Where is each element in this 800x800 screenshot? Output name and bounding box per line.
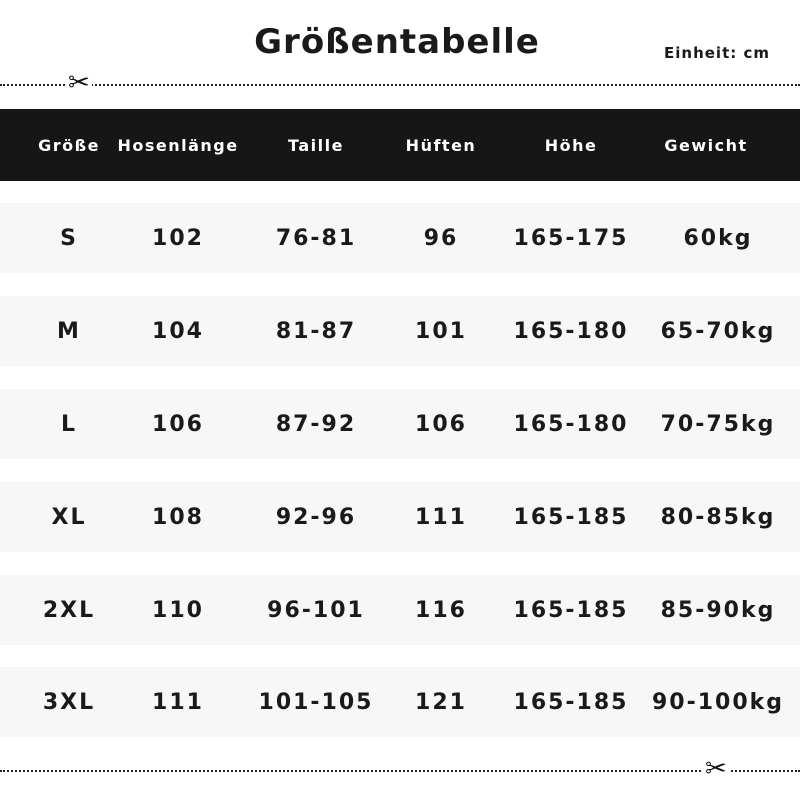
table-row: [0, 482, 800, 552]
table-header: [0, 109, 800, 181]
cell-length: 102: [152, 225, 204, 251]
cell-waist: 76-81: [275, 225, 357, 251]
cell-height: 165-180: [513, 318, 629, 344]
cell-waist: 96-101: [267, 597, 365, 623]
table-row: [0, 575, 800, 645]
cell-hips: 101: [415, 318, 467, 344]
cell-height: 165-175: [513, 225, 629, 251]
cell-height: 165-180: [513, 411, 629, 437]
unit-label: Einheit: cm: [664, 44, 770, 62]
cell-hips: 106: [415, 411, 467, 437]
header-weight: Gewicht: [664, 135, 748, 155]
cell-length: 106: [152, 411, 204, 437]
cell-weight: 80-85kg: [660, 504, 776, 530]
cell-length: 111: [152, 689, 204, 715]
scissors-icon: ✂: [68, 68, 90, 98]
cell-length: 110: [152, 597, 204, 623]
cell-waist: 92-96: [275, 504, 357, 530]
cell-waist: 87-92: [275, 411, 357, 437]
cell-waist: 81-87: [275, 318, 357, 344]
cell-size: 3XL: [42, 689, 96, 715]
table-row: [0, 203, 800, 273]
scissors-icon: ✂: [705, 754, 727, 784]
bottom-cut-line: [0, 770, 800, 772]
cell-weight: 90-100kg: [651, 689, 785, 715]
top-cut-line: [0, 84, 800, 86]
cell-length: 108: [152, 504, 204, 530]
table-row: [0, 389, 800, 459]
cell-hips: 96: [423, 225, 459, 251]
cell-length: 104: [152, 318, 204, 344]
cell-weight: 65-70kg: [660, 318, 776, 344]
cell-size: 2XL: [42, 597, 96, 623]
cell-size: L: [60, 411, 78, 437]
table-row: [0, 667, 800, 737]
cell-size: XL: [51, 504, 87, 530]
cell-height: 165-185: [513, 504, 629, 530]
cell-height: 165-185: [513, 597, 629, 623]
cell-weight: 70-75kg: [660, 411, 776, 437]
page-title: Größentabelle: [254, 22, 540, 62]
cell-size: M: [57, 318, 81, 344]
cell-waist: 101-105: [258, 689, 374, 715]
header-hips: Hüften: [405, 135, 477, 155]
cell-height: 165-185: [513, 689, 629, 715]
cell-hips: 116: [415, 597, 467, 623]
cell-hips: 121: [415, 689, 467, 715]
header-size: Größe: [38, 135, 100, 155]
table-row: [0, 296, 800, 366]
cell-size: S: [60, 225, 78, 251]
cell-weight: 60kg: [683, 225, 753, 251]
header-length: Hosenlänge: [117, 135, 239, 155]
cell-weight: 85-90kg: [660, 597, 776, 623]
header-waist: Taille: [288, 135, 344, 155]
cell-hips: 111: [415, 504, 467, 530]
header-height: Höhe: [544, 135, 598, 155]
